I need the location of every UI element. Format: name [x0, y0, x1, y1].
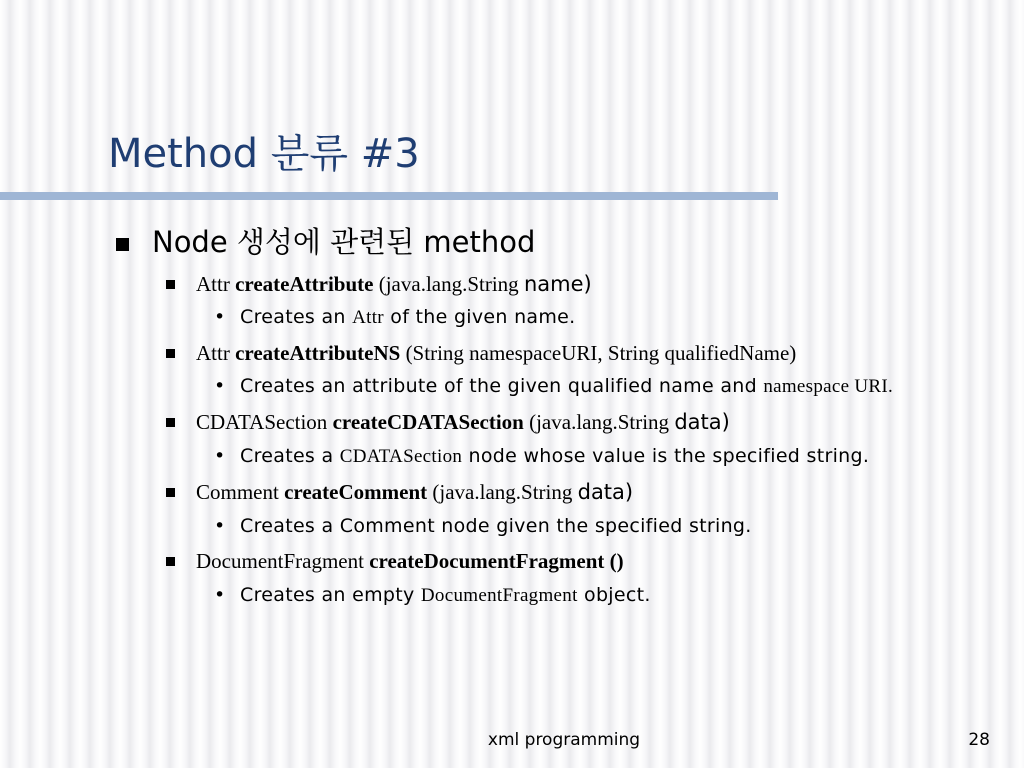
- method-description: [240, 513, 752, 539]
- method-params-tail: name): [523, 272, 592, 296]
- description-text: Creates an: [240, 306, 346, 328]
- dot-bullet-icon: •: [214, 584, 226, 606]
- return-type: DocumentFragment: [196, 549, 364, 573]
- method-params: (String namespaceURI, String qualifiedName): [405, 341, 797, 365]
- page-number: 28: [968, 730, 990, 750]
- method-description: [240, 373, 893, 400]
- method-description: [240, 443, 869, 470]
- method-description: [240, 582, 651, 609]
- method-signature: [196, 339, 796, 367]
- method-params: (java.lang.String: [432, 480, 573, 504]
- method-signature: [196, 270, 592, 298]
- method-name: createDocumentFragment (): [369, 549, 624, 573]
- description-text: Creates an attribute of the given qualified name and: [240, 375, 757, 397]
- square-bullet-icon: [166, 349, 175, 358]
- method-description: [240, 304, 576, 331]
- square-bullet-icon: [166, 418, 175, 427]
- method-params: (java.lang.String: [378, 272, 519, 296]
- description-code: namespace URI.: [763, 376, 894, 397]
- description-text: Creates a Comment node given the specified string.: [240, 515, 752, 537]
- footer-text: xml programming: [487, 730, 641, 750]
- description-code: CDATASection: [339, 446, 463, 467]
- return-type: Attr: [196, 341, 230, 365]
- description-code: DocumentFragment: [420, 585, 578, 606]
- method-signature: [196, 478, 633, 506]
- dot-bullet-icon: •: [214, 515, 226, 537]
- method-signature: [196, 547, 624, 575]
- method-name: createAttribute: [235, 272, 374, 296]
- return-type: CDATASection: [196, 410, 328, 434]
- square-bullet-icon: [166, 557, 175, 566]
- dot-bullet-icon: •: [214, 445, 226, 467]
- title-divider: [0, 192, 778, 200]
- description-text: of the given name.: [390, 306, 576, 328]
- description-text: Creates an empty: [240, 584, 415, 606]
- description-text: node whose value is the specified string.: [468, 445, 870, 467]
- square-bullet-icon: [166, 280, 175, 289]
- section-heading: Node 생성에 관련된 method: [152, 225, 536, 259]
- dot-bullet-icon: •: [214, 306, 226, 328]
- description-text: object.: [584, 584, 651, 606]
- square-bullet-icon: [116, 238, 129, 251]
- description-code: Attr: [352, 307, 384, 328]
- method-params-tail: data): [577, 480, 634, 504]
- dot-bullet-icon: •: [214, 375, 226, 397]
- method-name: createAttributeNS: [235, 341, 401, 365]
- square-bullet-icon: [166, 488, 175, 497]
- method-signature: [196, 408, 730, 436]
- method-name: createCDATASection: [332, 410, 524, 434]
- method-name: createComment: [284, 480, 428, 504]
- return-type: Attr: [196, 272, 230, 296]
- return-type: Comment: [196, 480, 279, 504]
- slide-title: Method 분류 #3: [108, 131, 420, 177]
- method-params: (java.lang.String: [529, 410, 670, 434]
- method-params-tail: data): [674, 410, 730, 434]
- description-text: Creates a: [240, 445, 334, 467]
